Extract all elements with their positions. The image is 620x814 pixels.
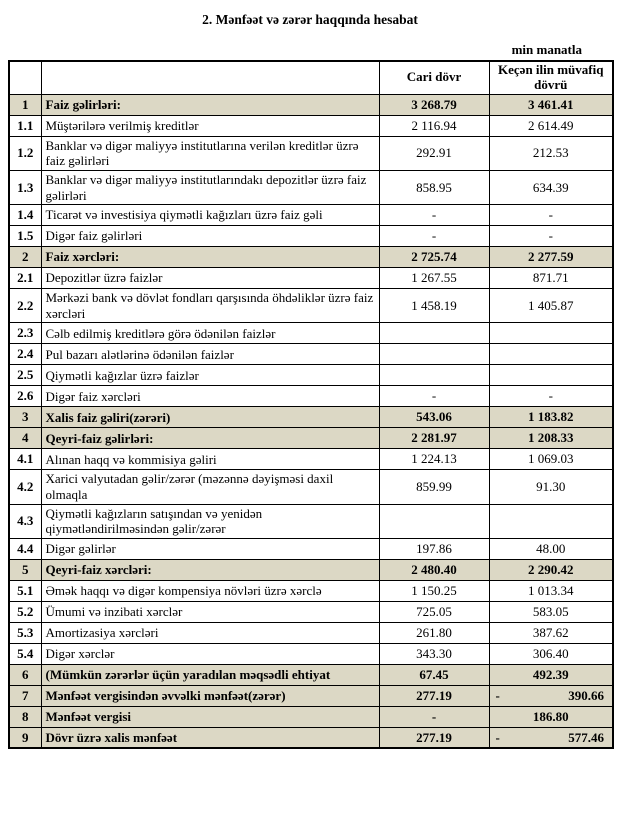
row-number: 4.2	[9, 470, 41, 504]
value-current: -	[379, 226, 489, 247]
amount: 390.66	[568, 687, 604, 703]
row-description: Xalis faiz gəliri(zərəri)	[41, 407, 379, 428]
header-cell-previous-period: Keçən ilin müvafiq dövrü	[489, 61, 613, 94]
value-current	[379, 504, 489, 538]
value-previous: 871.71	[489, 268, 613, 289]
row-description: Banklar və digər maliyyə institutlarındakı depozitlər üzrə faiz gəlirləri	[41, 171, 379, 205]
row-description: Mənfəət vergisindən əvvəlki mənfəət(zərər)	[41, 685, 379, 706]
value-current: -	[379, 706, 489, 727]
row-description: Xarici valyutadan gəlir/zərər (məzənnə dəyişməsi daxil olmaqla	[41, 470, 379, 504]
table-row	[9, 407, 613, 428]
table-row	[9, 580, 613, 601]
value-current: 859.99	[379, 470, 489, 504]
table-row	[9, 727, 613, 748]
value-previous: 3 461.41	[489, 94, 613, 115]
value-previous: 2 277.59	[489, 247, 613, 268]
value-previous: 1 013.34	[489, 580, 613, 601]
amount: 577.46	[568, 729, 604, 745]
value-current	[379, 365, 489, 386]
unit-label: min manatla	[511, 42, 582, 57]
row-description: Digər faiz gəlirləri	[41, 226, 379, 247]
header-cell-number	[9, 61, 41, 94]
row-description: Qeyri-faiz gəlirləri:	[41, 428, 379, 449]
table-row	[9, 706, 613, 727]
row-number: 1.4	[9, 205, 41, 226]
row-number: 9	[9, 727, 41, 748]
row-description: Pul bazarı alətlərinə ödənilən faizlər	[41, 344, 379, 365]
profit-loss-table	[8, 60, 614, 749]
row-description: Müştərilərə verilmiş kreditlər	[41, 115, 379, 136]
table-row	[9, 428, 613, 449]
row-description: Digər xərclər	[41, 643, 379, 664]
value-current: -	[379, 386, 489, 407]
value-current: 2 480.40	[379, 559, 489, 580]
page-title: 2. Mənfəət və zərər haqqında hesabat	[202, 12, 418, 27]
value-current: 1 267.55	[379, 268, 489, 289]
value-previous	[489, 344, 613, 365]
table-row	[9, 685, 613, 706]
table-row	[9, 449, 613, 470]
row-number: 5.2	[9, 601, 41, 622]
value-current: 343.30	[379, 643, 489, 664]
row-description: Ümumi və inzibati xərclər	[41, 601, 379, 622]
table-row	[9, 504, 613, 538]
row-description: Ticarət və investisiya qiymətli kağızları üzrə faiz gəli	[41, 205, 379, 226]
row-description: Dövr üzrə xalis mənfəət	[41, 727, 379, 748]
value-previous: 48.00	[489, 538, 613, 559]
value-previous: 91.30	[489, 470, 613, 504]
table-row	[9, 323, 613, 344]
value-previous: -	[489, 205, 613, 226]
table-row	[9, 470, 613, 504]
row-number: 4.1	[9, 449, 41, 470]
value-previous: 212.53	[489, 136, 613, 170]
row-number: 2.1	[9, 268, 41, 289]
minus-sign: -	[495, 687, 500, 703]
row-number: 4	[9, 428, 41, 449]
row-number: 4.4	[9, 538, 41, 559]
row-number: 2.4	[9, 344, 41, 365]
value-previous: 186.80	[489, 706, 613, 727]
row-number: 1.1	[9, 115, 41, 136]
row-description: Digər gəlirlər	[41, 538, 379, 559]
row-number: 2.5	[9, 365, 41, 386]
table-row	[9, 268, 613, 289]
table-row	[9, 171, 613, 205]
row-number: 2.2	[9, 289, 41, 323]
table-row	[9, 226, 613, 247]
value-current: 277.19	[379, 727, 489, 748]
row-description: Banklar və digər maliyyə institutlarına verilən kreditlər üzrə faiz gəlirləri	[41, 136, 379, 170]
table-row	[9, 344, 613, 365]
table-row	[9, 643, 613, 664]
header-cell-current-period: Cari dövr	[379, 61, 489, 94]
value-previous: 492.39	[489, 664, 613, 685]
value-current: 67.45	[379, 664, 489, 685]
table-body	[9, 94, 613, 748]
value-previous	[489, 365, 613, 386]
value-current: 1 224.13	[379, 449, 489, 470]
value-previous	[489, 685, 613, 706]
table-row	[9, 289, 613, 323]
row-description: Qiymətli kağızların satışından və yenidən qiymətləndirilməsindən gəlir/zərər	[41, 504, 379, 538]
value-current: 2 725.74	[379, 247, 489, 268]
row-description: Qeyri-faiz xərcləri:	[41, 559, 379, 580]
table-row	[9, 205, 613, 226]
value-previous: 1 405.87	[489, 289, 613, 323]
value-current: 277.19	[379, 685, 489, 706]
row-description: Mərkəzi bank və dövlət fondları qarşısında öhdəliklər üzrə faiz xərcləri	[41, 289, 379, 323]
value-current: 1 150.25	[379, 580, 489, 601]
row-number: 5	[9, 559, 41, 580]
value-current: 543.06	[379, 407, 489, 428]
row-description: Mənfəət vergisi	[41, 706, 379, 727]
value-previous: 306.40	[489, 643, 613, 664]
value-previous: 387.62	[489, 622, 613, 643]
value-current	[379, 344, 489, 365]
value-previous: 583.05	[489, 601, 613, 622]
row-description: Digər faiz xərcləri	[41, 386, 379, 407]
row-number: 1.5	[9, 226, 41, 247]
row-description: (Mümkün zərərlər üçün yaradılan məqsədli ehtiyat	[41, 664, 379, 685]
value-current	[379, 323, 489, 344]
table-row	[9, 622, 613, 643]
row-number: 1	[9, 94, 41, 115]
table-row	[9, 601, 613, 622]
value-current: 858.95	[379, 171, 489, 205]
value-current: 2 116.94	[379, 115, 489, 136]
table-row	[9, 94, 613, 115]
table-header	[9, 61, 613, 94]
row-description: Amortizasiya xərcləri	[41, 622, 379, 643]
value-previous: -	[489, 226, 613, 247]
row-number: 7	[9, 685, 41, 706]
row-number: 1.2	[9, 136, 41, 170]
value-current: 197.86	[379, 538, 489, 559]
row-number: 5.4	[9, 643, 41, 664]
value-previous: 1 208.33	[489, 428, 613, 449]
table-row	[9, 559, 613, 580]
table-row	[9, 136, 613, 170]
table-row	[9, 664, 613, 685]
value-current: -	[379, 205, 489, 226]
value-previous: -	[489, 386, 613, 407]
value-previous: 1 069.03	[489, 449, 613, 470]
minus-sign: -	[495, 729, 500, 745]
row-number: 4.3	[9, 504, 41, 538]
value-previous	[489, 323, 613, 344]
row-description: Faiz gəlirləri:	[41, 94, 379, 115]
row-description: Qiymətli kağızlar üzrə faizlər	[41, 365, 379, 386]
value-previous: 634.39	[489, 171, 613, 205]
value-current: 261.80	[379, 622, 489, 643]
table-row	[9, 386, 613, 407]
header-cell-description	[41, 61, 379, 94]
row-description: Faiz xərcləri:	[41, 247, 379, 268]
row-number: 5.1	[9, 580, 41, 601]
row-description: Cəlb edilmiş kreditlərə görə ödənilən faizlər	[41, 323, 379, 344]
table-row	[9, 115, 613, 136]
row-number: 6	[9, 664, 41, 685]
value-previous: 2 290.42	[489, 559, 613, 580]
value-previous: 2 614.49	[489, 115, 613, 136]
row-number: 8	[9, 706, 41, 727]
table-row	[9, 365, 613, 386]
row-number: 2	[9, 247, 41, 268]
row-description: Əmək haqqı və digər kompensiya növləri üzrə xərclə	[41, 580, 379, 601]
value-current: 2 281.97	[379, 428, 489, 449]
table-row	[9, 538, 613, 559]
value-current: 292.91	[379, 136, 489, 170]
row-number: 2.3	[9, 323, 41, 344]
row-description: Alınan haqq və kommisiya gəliri	[41, 449, 379, 470]
row-number: 5.3	[9, 622, 41, 643]
row-number: 1.3	[9, 171, 41, 205]
row-description: Depozitlər üzrə faizlər	[41, 268, 379, 289]
header-row	[9, 61, 613, 94]
value-previous	[489, 504, 613, 538]
value-current: 1 458.19	[379, 289, 489, 323]
value-previous: 1 183.82	[489, 407, 613, 428]
value-current: 725.05	[379, 601, 489, 622]
row-number: 2.6	[9, 386, 41, 407]
value-previous	[489, 727, 613, 748]
table-row	[9, 247, 613, 268]
row-number: 3	[9, 407, 41, 428]
value-current: 3 268.79	[379, 94, 489, 115]
